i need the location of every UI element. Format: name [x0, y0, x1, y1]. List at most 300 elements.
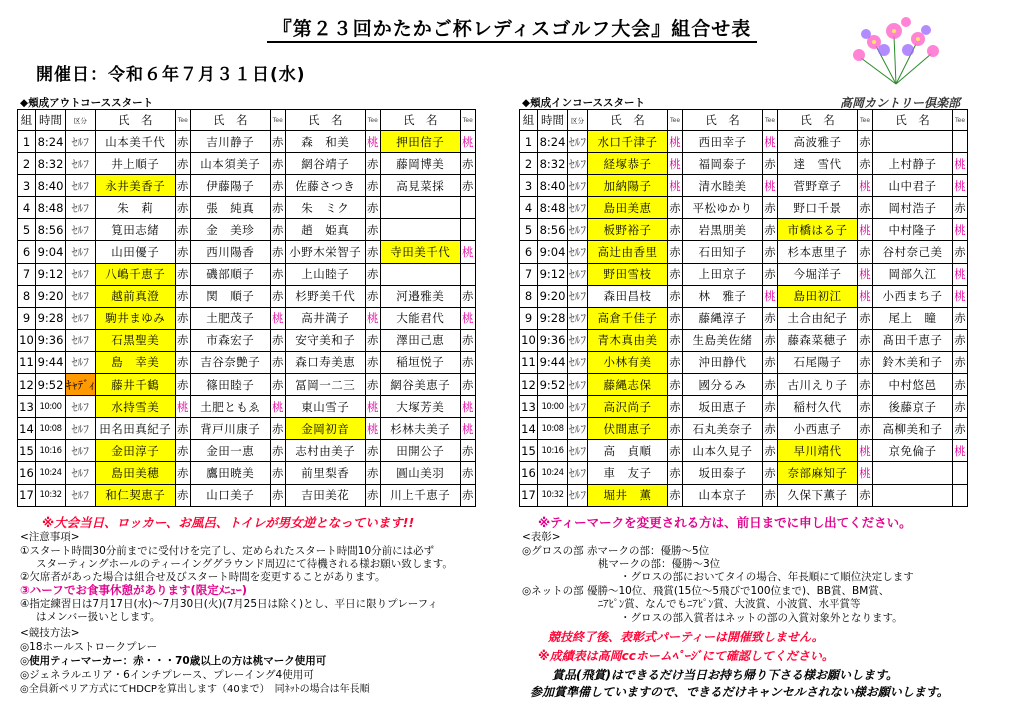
tee-mark: 赤 — [668, 241, 683, 263]
group-number: 6 — [18, 241, 36, 263]
tee-mark: 赤 — [763, 263, 778, 285]
player-name: 澤田己恵 — [380, 329, 460, 351]
tee-mark — [460, 219, 475, 241]
award-5: ﾆｱﾋﾟﾝ賞、なんでもﾆｱﾋﾟﾝ賞、大波賞、小波賞、水平賞等 — [598, 598, 861, 610]
player-name: 島田初江 — [778, 285, 858, 307]
table-row — [520, 351, 968, 373]
tee-mark: 赤 — [668, 285, 683, 307]
table-row — [520, 418, 968, 440]
table-row — [520, 484, 968, 506]
player-name: 川上千恵子 — [380, 484, 460, 506]
tee-mark: 桃 — [668, 153, 683, 175]
player-name: 坂田泰子 — [683, 462, 763, 484]
start-time: 9:44 — [36, 351, 66, 373]
player-name: 藤森菜穂子 — [778, 329, 858, 351]
tee-mark: 赤 — [763, 418, 778, 440]
tee-mark: 赤 — [270, 374, 285, 396]
group-number: 4 — [18, 197, 36, 219]
table-row — [520, 219, 968, 241]
tee-mark: 赤 — [858, 131, 873, 153]
table-row — [18, 241, 476, 263]
tee-mark — [953, 484, 968, 506]
player-name: 小野木栄智子 — [285, 241, 365, 263]
play-type: ｾﾙﾌ — [568, 329, 588, 351]
tee-mark: 赤 — [763, 462, 778, 484]
tee-mark — [460, 263, 475, 285]
tee-mark: 赤 — [175, 153, 190, 175]
tee-mark: 赤 — [763, 329, 778, 351]
player-name: 網谷靖子 — [285, 153, 365, 175]
group-number: 5 — [18, 219, 36, 241]
group-number: 6 — [520, 241, 538, 263]
table-row — [520, 131, 968, 153]
column-header: 氏 名 — [778, 110, 858, 131]
tee-mark: 赤 — [365, 197, 380, 219]
tee-mark: 赤 — [365, 440, 380, 462]
table-row — [18, 153, 476, 175]
tee-mark: 赤 — [858, 484, 873, 506]
player-name: 経塚恭子 — [588, 153, 668, 175]
player-name: 板野裕子 — [588, 219, 668, 241]
tee-mark: 桃 — [953, 263, 968, 285]
player-name: 野口千景 — [778, 197, 858, 219]
tee-mark: 赤 — [953, 241, 968, 263]
award-6: ・グロスの部入賞者はネットの部の入賞対象外となります。 — [620, 612, 903, 624]
group-number: 16 — [520, 462, 538, 484]
player-name: 趙 姫真 — [285, 219, 365, 241]
column-header: Tee — [175, 110, 190, 131]
player-name: 京免倫子 — [873, 440, 953, 462]
tee-mark: 赤 — [270, 418, 285, 440]
tee-mark — [953, 462, 968, 484]
tee-mark: 赤 — [175, 285, 190, 307]
play-type: ｾﾙﾌ — [66, 175, 96, 197]
player-name: 加納陽子 — [588, 175, 668, 197]
tee-mark: 赤 — [858, 418, 873, 440]
tee-mark: 赤 — [460, 484, 475, 506]
start-time: 9:12 — [36, 263, 66, 285]
tee-mark: 桃 — [270, 396, 285, 418]
start-time: 9:28 — [36, 307, 66, 329]
tee-mark: 赤 — [668, 329, 683, 351]
player-name: 後藤京子 — [873, 396, 953, 418]
tee-mark: 赤 — [858, 396, 873, 418]
caution-4a: ④指定練習日は7月17日(水)～7月30日(火)(7月25日は除く)とし、平日に限りプレーフィ — [20, 598, 438, 610]
tee-mark: 赤 — [953, 418, 968, 440]
tee-mark: 赤 — [270, 263, 285, 285]
start-time: 10:16 — [538, 440, 568, 462]
tee-mark: 赤 — [668, 462, 683, 484]
player-name: 八嶋千恵子 — [95, 263, 175, 285]
table-row — [18, 285, 476, 307]
tee-mark: 赤 — [668, 396, 683, 418]
tee-mark: 桃 — [858, 440, 873, 462]
start-time: 9:36 — [36, 329, 66, 351]
locker-notice: ※大会当日、ロッカー、お風呂、トイレが男女逆となっています!! — [42, 515, 415, 530]
tee-mark: 赤 — [365, 241, 380, 263]
player-name: 杉本恵里子 — [778, 241, 858, 263]
tee-mark: 赤 — [365, 329, 380, 351]
table-row — [18, 462, 476, 484]
column-header: 氏 名 — [285, 110, 365, 131]
tee-mark: 赤 — [270, 241, 285, 263]
play-type: ｾﾙﾌ — [66, 396, 96, 418]
table-row — [18, 175, 476, 197]
tee-mark: 赤 — [668, 484, 683, 506]
tee-mark: 赤 — [953, 351, 968, 373]
table-row — [18, 131, 476, 153]
start-time: 10:00 — [36, 396, 66, 418]
table-row — [520, 396, 968, 418]
tee-mark — [460, 197, 475, 219]
play-type: ｾﾙﾌ — [568, 418, 588, 440]
tee-mark: 赤 — [460, 285, 475, 307]
start-time: 10:24 — [36, 462, 66, 484]
player-name: 久保下薫子 — [778, 484, 858, 506]
play-type: ｾﾙﾌ — [66, 153, 96, 175]
player-name: 車 友子 — [588, 462, 668, 484]
player-name: 押田信子 — [380, 131, 460, 153]
player-name: 杉林夫美子 — [380, 418, 460, 440]
group-number: 8 — [18, 285, 36, 307]
player-name: 寺田美千代 — [380, 241, 460, 263]
tee-mark: 赤 — [763, 197, 778, 219]
caution-title: <注意事項> — [20, 531, 80, 543]
tee-mark: 赤 — [365, 462, 380, 484]
play-type: ｾﾙﾌ — [66, 462, 96, 484]
caution-1a: ①スタート時間30分前までに受付けを完了し、定められたスタート時間10分前には必ず — [20, 545, 435, 557]
player-name: 野田雪枝 — [588, 263, 668, 285]
tee-mark: 赤 — [668, 351, 683, 373]
rule-1: ◎18ホールストロークプレー — [20, 641, 158, 653]
group-number: 16 — [18, 462, 36, 484]
tee-mark: 赤 — [858, 307, 873, 329]
player-name: 中村隆子 — [873, 219, 953, 241]
play-type: ｾﾙﾌ — [568, 484, 588, 506]
player-name: 堀井 薫 — [588, 484, 668, 506]
player-name: 沖田静代 — [683, 351, 763, 373]
player-name: 金田淳子 — [95, 440, 175, 462]
table-row — [18, 374, 476, 396]
player-name: 伏間恵子 — [588, 418, 668, 440]
player-name: 島田美恵 — [588, 197, 668, 219]
tee-mark: 赤 — [668, 374, 683, 396]
start-time: 8:40 — [538, 175, 568, 197]
tee-mark: 赤 — [460, 153, 475, 175]
table-row — [520, 329, 968, 351]
result-notice: ※成績表は高岡ccホームﾍﾟｰｼﾞにて確認してください。 — [538, 649, 834, 663]
column-header: Tee — [668, 110, 683, 131]
player-name: 山本久見子 — [683, 440, 763, 462]
start-time: 10:16 — [36, 440, 66, 462]
tee-mark: 赤 — [175, 462, 190, 484]
award-1: ◎グロスの部 赤マークの部：優勝～5位 — [522, 545, 710, 557]
player-name: 関 順子 — [190, 285, 270, 307]
group-number: 14 — [18, 418, 36, 440]
player-name: 朱 莉 — [95, 197, 175, 219]
group-number: 13 — [18, 396, 36, 418]
start-time: 10:24 — [538, 462, 568, 484]
column-header: 氏 名 — [380, 110, 460, 131]
player-name: 田開公子 — [380, 440, 460, 462]
tee-mark: 赤 — [365, 374, 380, 396]
tee-mark: 赤 — [858, 241, 873, 263]
tee-mark: 桃 — [668, 131, 683, 153]
tee-mark: 赤 — [175, 131, 190, 153]
tee-mark: 赤 — [763, 396, 778, 418]
tee-mark: 桃 — [175, 396, 190, 418]
group-number: 17 — [18, 484, 36, 506]
player-name — [380, 263, 460, 285]
tee-mark: 桃 — [953, 285, 968, 307]
group-number: 10 — [18, 329, 36, 351]
play-type: ｾﾙﾌ — [66, 329, 96, 351]
tee-mark: 赤 — [668, 418, 683, 440]
table-row — [18, 197, 476, 219]
start-time: 9:12 — [538, 263, 568, 285]
player-name: 朱 ミク — [285, 197, 365, 219]
tee-mark: 赤 — [175, 307, 190, 329]
tee-mark: 赤 — [460, 329, 475, 351]
player-name: 今堀洋子 — [778, 263, 858, 285]
table-row — [18, 396, 476, 418]
tee-mark: 赤 — [953, 307, 968, 329]
column-header: 氏 名 — [683, 110, 763, 131]
group-number: 12 — [520, 374, 538, 396]
player-name: 奈部麻知子 — [778, 462, 858, 484]
play-type: ｾﾙﾌ — [568, 374, 588, 396]
tee-mark: 赤 — [270, 484, 285, 506]
player-name: 尾上 瞳 — [873, 307, 953, 329]
tee-mark: 桃 — [953, 175, 968, 197]
start-time: 8:24 — [36, 131, 66, 153]
rule-2: ◎使用ティーマーカー：赤・・・70歳以上の方は桃マーク使用可 — [20, 655, 327, 667]
group-number: 3 — [520, 175, 538, 197]
group-number: 5 — [520, 219, 538, 241]
player-name: 稲垣悦子 — [380, 351, 460, 373]
tee-mark: 赤 — [763, 307, 778, 329]
event-date: 開催日：令和６年７月３１日(水) — [36, 65, 306, 85]
table-row — [18, 351, 476, 373]
tee-mark: 赤 — [365, 484, 380, 506]
tee-mark: 赤 — [460, 351, 475, 373]
group-number: 12 — [18, 374, 36, 396]
group-number: 1 — [18, 131, 36, 153]
player-name: 小西恵子 — [778, 418, 858, 440]
player-name: 水口千津子 — [588, 131, 668, 153]
table-row — [18, 219, 476, 241]
player-name: 上村静子 — [873, 153, 953, 175]
player-name: 越前真澄 — [95, 285, 175, 307]
start-time: 8:56 — [538, 219, 568, 241]
tee-mark: 赤 — [175, 241, 190, 263]
player-name: 高柳美和子 — [873, 418, 953, 440]
tee-mark: 赤 — [668, 440, 683, 462]
table-row — [520, 197, 968, 219]
player-name: 谷村奈己美 — [873, 241, 953, 263]
play-type: ｾﾙﾌ — [66, 219, 96, 241]
play-type: ｾﾙﾌ — [66, 351, 96, 373]
caution-1b: スターティングホールのティーインググラウンド周辺にて待機される様お願い致します。 — [36, 558, 453, 570]
start-time: 9:28 — [538, 307, 568, 329]
player-name: 安守美和子 — [285, 329, 365, 351]
tee-mark: 赤 — [858, 374, 873, 396]
player-name: 圓山美羽 — [380, 462, 460, 484]
player-name: 石田知子 — [683, 241, 763, 263]
tee-mark: 赤 — [175, 263, 190, 285]
tee-mark: 桃 — [763, 175, 778, 197]
player-name: 田名田真紀子 — [95, 418, 175, 440]
table-row — [18, 418, 476, 440]
player-name: 小西まち子 — [873, 285, 953, 307]
play-type: ｾﾙﾌ — [568, 197, 588, 219]
tee-mark: 桃 — [668, 175, 683, 197]
player-name: 背戸川康子 — [190, 418, 270, 440]
player-name: 高井満子 — [285, 307, 365, 329]
player-name: 鈴木美和子 — [873, 351, 953, 373]
tee-mark: 赤 — [270, 197, 285, 219]
player-name: 土肥茂子 — [190, 307, 270, 329]
start-time: 8:56 — [36, 219, 66, 241]
tee-mark: 桃 — [858, 175, 873, 197]
tee-mark: 桃 — [953, 440, 968, 462]
column-header: 時間 — [538, 110, 568, 131]
player-name: 森田昌枝 — [588, 285, 668, 307]
player-name: 高 貞順 — [588, 440, 668, 462]
start-time: 9:20 — [36, 285, 66, 307]
player-name: 森 和美 — [285, 131, 365, 153]
tee-mark: 赤 — [858, 329, 873, 351]
tee-mark: 桃 — [858, 462, 873, 484]
start-time: 9:36 — [538, 329, 568, 351]
player-name: 藤縄淳子 — [683, 307, 763, 329]
tee-mark: 桃 — [953, 153, 968, 175]
tee-mark: 赤 — [858, 197, 873, 219]
player-name: 冨岡一二三 — [285, 374, 365, 396]
table-row — [18, 263, 476, 285]
table-row — [520, 307, 968, 329]
player-name: 磯部順子 — [190, 263, 270, 285]
play-type: ｾﾙﾌ — [568, 263, 588, 285]
player-name: 吉谷奈艶子 — [190, 351, 270, 373]
table-row — [520, 374, 968, 396]
play-type: ｾﾙﾌ — [568, 462, 588, 484]
out-course-title: ◆頬成アウトコーススタート — [20, 97, 154, 109]
player-name: 駒井まゆみ — [95, 307, 175, 329]
group-number: 2 — [520, 153, 538, 175]
player-name: 石黒聖美 — [95, 329, 175, 351]
tee-mark: 赤 — [270, 219, 285, 241]
group-number: 9 — [520, 307, 538, 329]
tee-mark: 桃 — [365, 131, 380, 153]
table-row — [18, 307, 476, 329]
player-name: 高倉千佳子 — [588, 307, 668, 329]
group-number: 15 — [520, 440, 538, 462]
tee-mark: 赤 — [763, 219, 778, 241]
rule-3: ◎ジェネラルエリア・6インチプレース、プレーイング4使用可 — [20, 669, 314, 681]
participation-notice: 参加賞準備していますので、できるだけキャンセルされない様お願いします。 — [530, 685, 949, 699]
player-name: 島田美穂 — [95, 462, 175, 484]
table-row — [520, 241, 968, 263]
start-time: 10:08 — [538, 418, 568, 440]
group-number: 3 — [18, 175, 36, 197]
tee-mark: 赤 — [953, 329, 968, 351]
table-row — [520, 462, 968, 484]
tee-mark — [953, 131, 968, 153]
column-header: 区分 — [568, 110, 588, 131]
player-name: 西田幸子 — [683, 131, 763, 153]
player-name — [873, 462, 953, 484]
player-name: 高沢尚子 — [588, 396, 668, 418]
tee-mark: 桃 — [858, 219, 873, 241]
group-number: 10 — [520, 329, 538, 351]
tee-mark: 赤 — [365, 175, 380, 197]
play-type: ｾﾙﾌ — [568, 219, 588, 241]
player-name: 市橋はる子 — [778, 219, 858, 241]
player-name: 藤縄志保 — [588, 374, 668, 396]
tee-mark: 赤 — [270, 175, 285, 197]
tee-mark: 赤 — [365, 153, 380, 175]
player-name: 高辻由香里 — [588, 241, 668, 263]
group-number: 15 — [18, 440, 36, 462]
play-type: ｾﾙﾌ — [66, 131, 96, 153]
play-type: ｾﾙﾌ — [568, 440, 588, 462]
tee-mark: 赤 — [175, 175, 190, 197]
player-name: 古川えり子 — [778, 374, 858, 396]
player-name: 金 美珍 — [190, 219, 270, 241]
group-number: 2 — [18, 153, 36, 175]
play-type: ｾﾙﾌ — [66, 241, 96, 263]
play-type: ｾﾙﾌ — [66, 484, 96, 506]
caution-3: ③ハーフでお食事休憩があります(限定ﾒﾆｭｰ) — [20, 583, 248, 597]
player-name: 坂田恵子 — [683, 396, 763, 418]
player-name: 岡部久江 — [873, 263, 953, 285]
column-header: Tee — [270, 110, 285, 131]
tee-mark: 赤 — [953, 374, 968, 396]
player-name: 藤井千鶴 — [95, 374, 175, 396]
player-name: 河邉雅美 — [380, 285, 460, 307]
play-type: ｾﾙﾌ — [66, 418, 96, 440]
tee-mark: 桃 — [460, 396, 475, 418]
column-header: 区分 — [66, 110, 96, 131]
player-name — [380, 219, 460, 241]
tee-mark: 赤 — [175, 418, 190, 440]
tee-mark: 赤 — [365, 263, 380, 285]
player-name: 國分るみ — [683, 374, 763, 396]
tee-mark: 赤 — [270, 131, 285, 153]
tee-mark: 赤 — [763, 351, 778, 373]
group-number: 17 — [520, 484, 538, 506]
player-name: 土肥ともゑ — [190, 396, 270, 418]
tee-mark: 桃 — [365, 418, 380, 440]
player-name: 清水睦美 — [683, 175, 763, 197]
tee-mark: 赤 — [668, 219, 683, 241]
player-name: 林 雅子 — [683, 285, 763, 307]
player-name: 水持雪美 — [95, 396, 175, 418]
tee-mark: 赤 — [953, 396, 968, 418]
group-number: 4 — [520, 197, 538, 219]
award-3: ・グロスの部においてタイの場合、年長順にて順位決定します — [620, 571, 914, 583]
column-header: Tee — [365, 110, 380, 131]
player-name: 小林有美 — [588, 351, 668, 373]
start-time: 9:52 — [36, 374, 66, 396]
tee-mark: 赤 — [460, 374, 475, 396]
caution-2: ②欠席者があった場合は組合せ及びスタート時間を変更することがあります。 — [20, 571, 386, 583]
player-name: 菅野章子 — [778, 175, 858, 197]
column-header: 氏 名 — [588, 110, 668, 131]
player-name: 山中君子 — [873, 175, 953, 197]
tee-mark: 赤 — [270, 351, 285, 373]
